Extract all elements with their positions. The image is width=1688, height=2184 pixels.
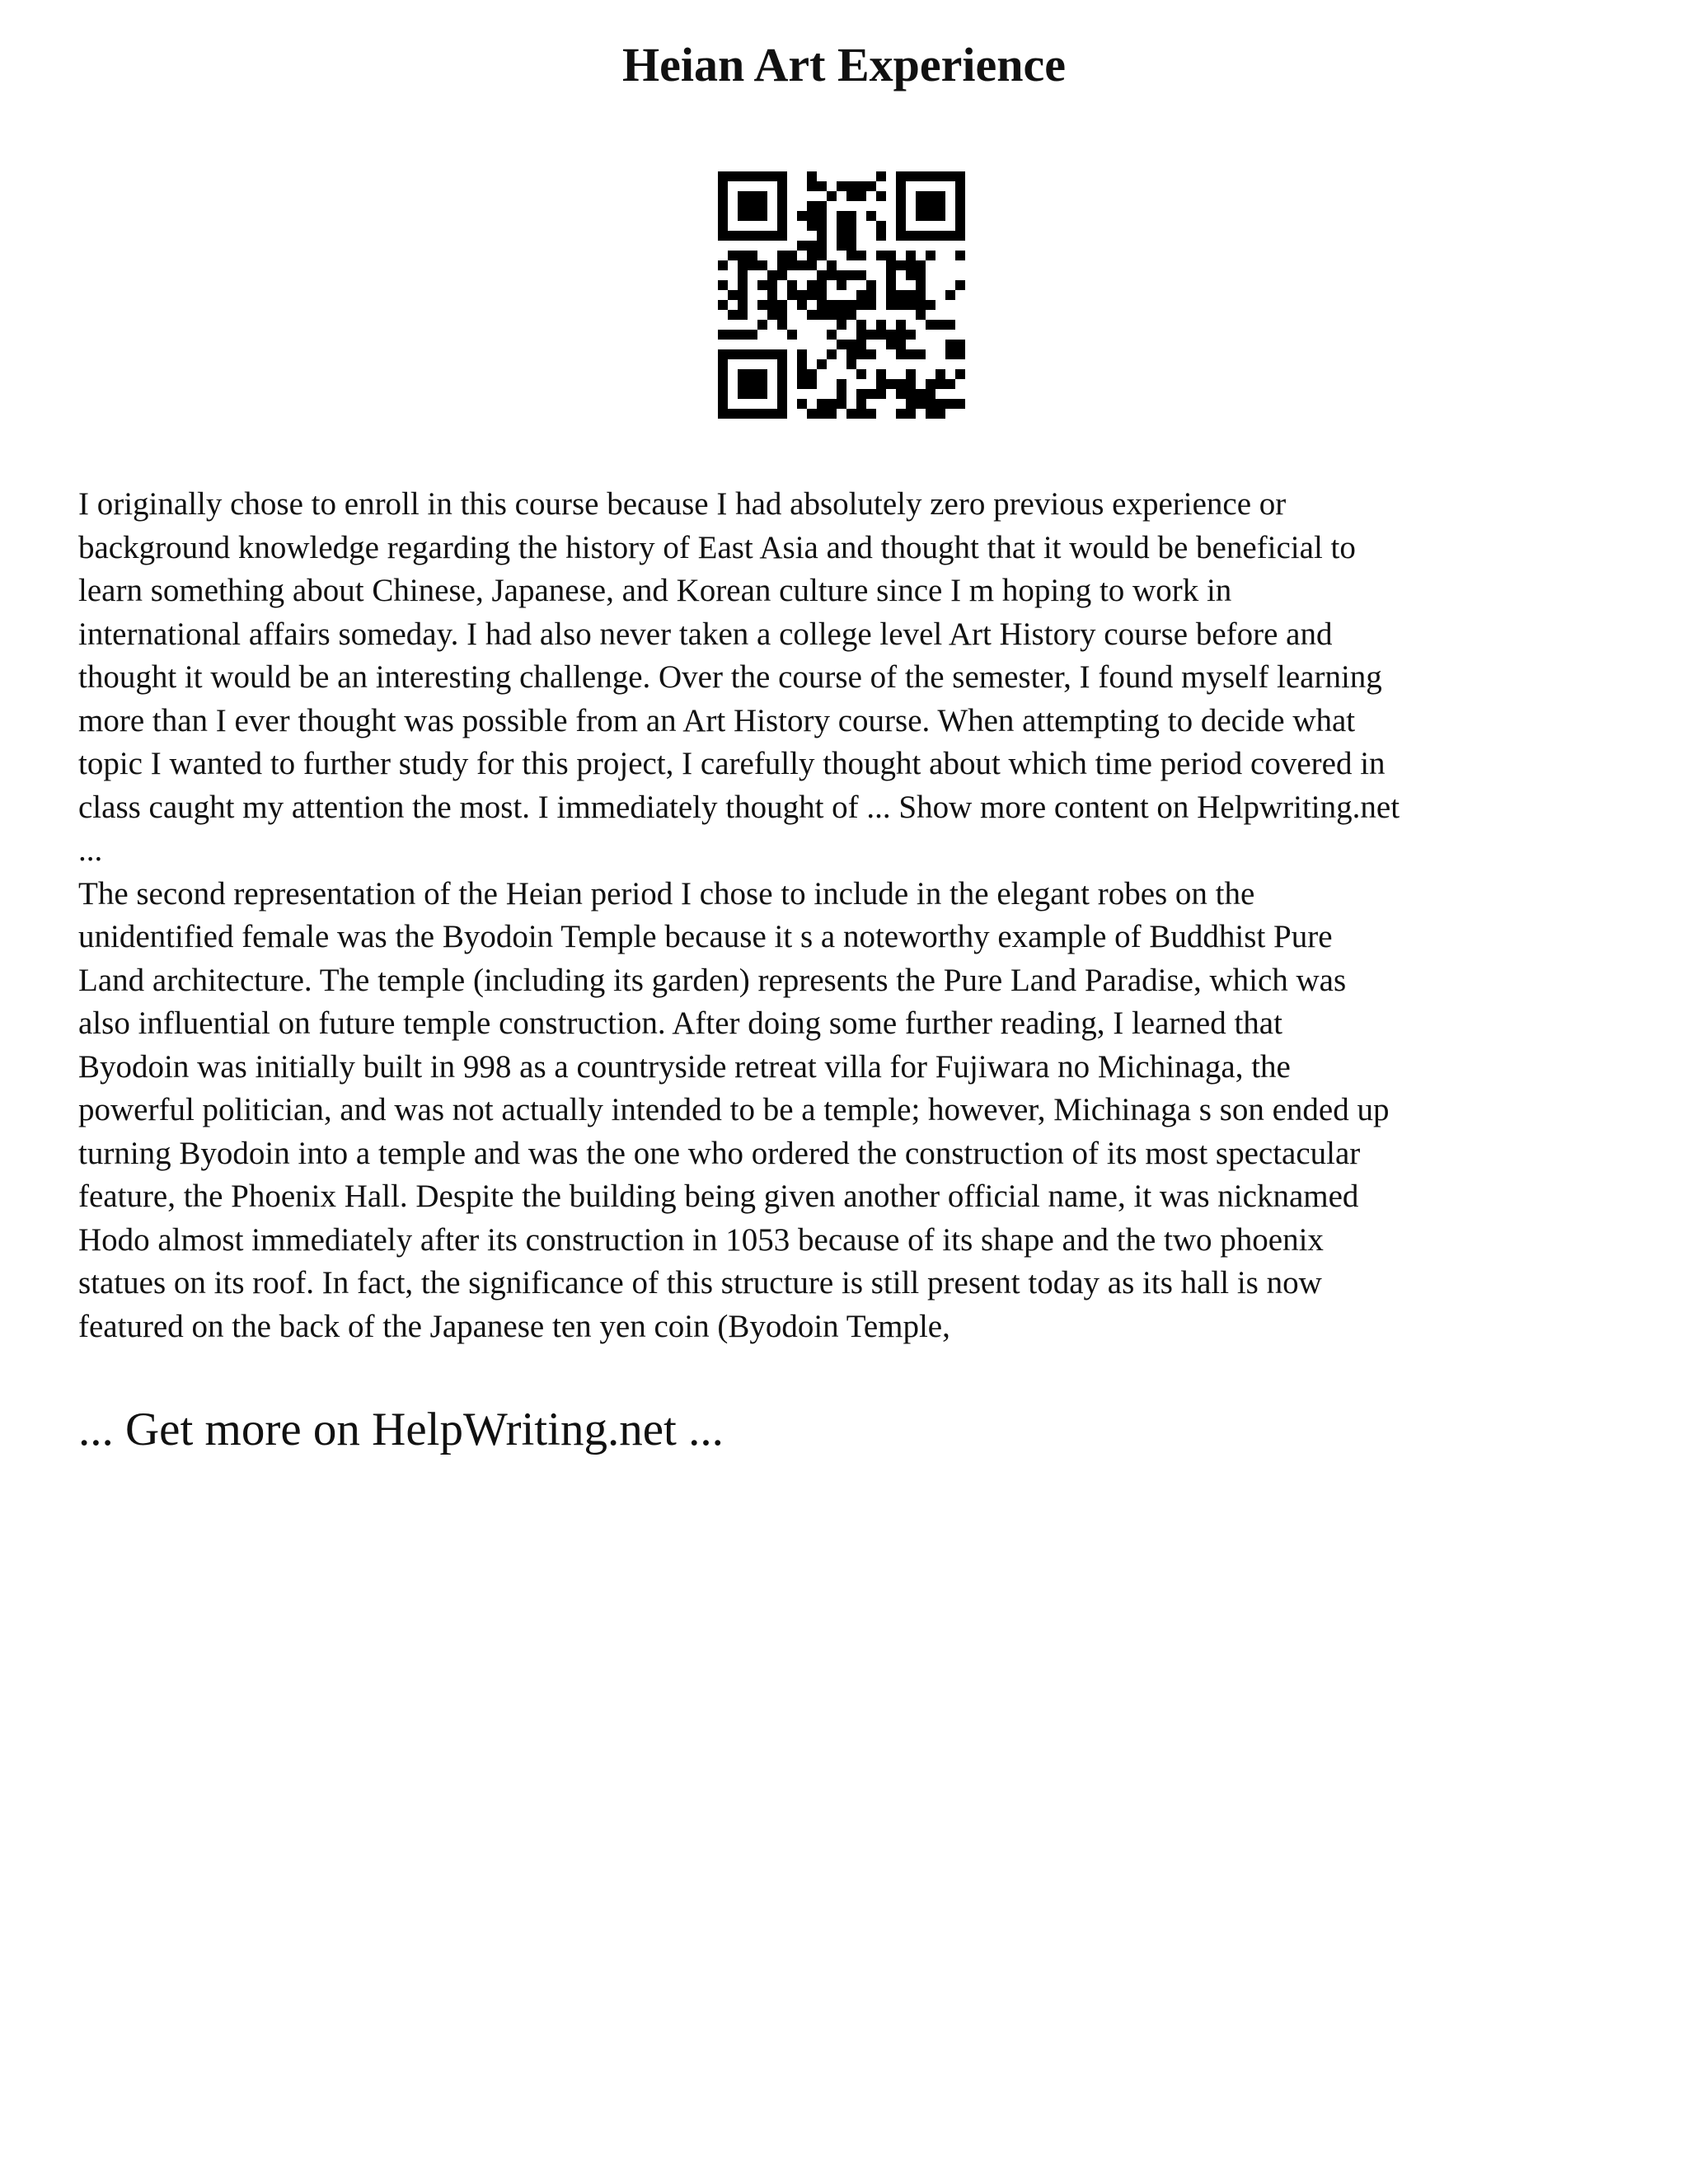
article-body — [78, 483, 1628, 1348]
get-more-link[interactable]: ... Get more on HelpWriting.net ... — [78, 1404, 724, 1455]
page-title: Heian Art Experience — [621, 38, 1066, 91]
paragraph-intro: I originally chose to enroll in this course because I had absolutely zero previous experience or background knowledge regarding the history of East Asia and thought that it would be beneficial to learn something about Chinese, Japanese, and Korean culture since I m hoping to work in international affairs someday. I had also never taken a college level Art History course before and thought it would be an interesting challenge. Over the course of the semester, I found myself learning more than I ever thought was possible from an Art History course. When attempting to decide what topic I wanted to further study for this project, I carefully thought about which time period covered in class caught my attention the most. I immediately thought of ... Show more content on Helpwriting.net ... — [78, 486, 1400, 868]
paragraph-byodoin: The second representation of the Heian period I chose to include in the elegant robes on the unidentified female was the Byodoin Temple because it s a noteworthy example of Buddhist Pure Land architecture. The temple (including its garden) represents the Pure Land Paradise, which was also influential on future temple construction. After doing some further reading, I learned that Byodoin was initially built in 998 as a countryside retreat villa for Fujiwara no Michinaga, the powerful politician, and was not actually intended to be a temple; however, Michinaga s son ended up turning Byodoin into a temple and was the one who ordered the construction of its most spectacular feature, the Phoenix Hall. Despite the building being given another official name, it was nicknamed Hodo almost immediately after its construction in 1053 because of its shape and the two phoenix statues on its roof. In fact, the significance of this structure is still present today as its hall is now featured on the back of the Japanese ten yen coin (Byodoin Temple, — [78, 875, 1390, 1344]
qr-code-icon — [718, 171, 965, 419]
